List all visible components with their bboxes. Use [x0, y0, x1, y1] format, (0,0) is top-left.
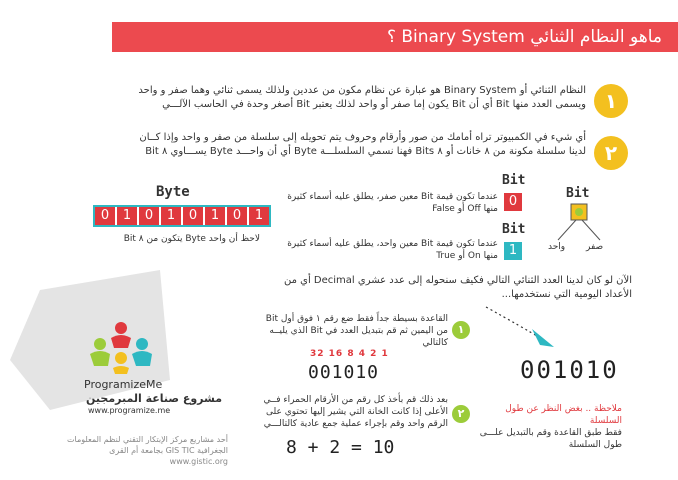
bit-tree-right-label: صفر [586, 242, 604, 252]
note-line-3: طول السلسلة [568, 440, 622, 450]
section-1-line-1: النظام الثنائي أو Binary System هو عبارة عن نظام مكون من عددين ولذلك يسمى ثنائي وهما صفر و واحد [138, 85, 586, 96]
note-line-1: ملاحظة .. بغض النظر عن طول السلسلة [505, 404, 622, 426]
logo-figure-yellow [115, 352, 127, 364]
section-1-line-2: ويسمى العدد منها Bit أي أن Bit يكون إما صفر أو واحد لذلك يعتبر Bit أصغر وحدة في الحاسب الآلـــي [162, 99, 586, 110]
section-2-line-2: لدينا سلسلة مكونة من ٨ خانات أو ٨ Bits فهنا نسمي السلسلـــة Byte أي أن واحـــد Byte يســـاوي ٨ Bit [145, 146, 586, 157]
weights-row: 32 16 8 4 2 1 [310, 349, 389, 359]
footer [40, 434, 228, 467]
logo-figure-red-body [111, 335, 131, 348]
bit-one-box: 1 [504, 242, 522, 260]
bit-tree-title: Bit [566, 186, 590, 201]
byte-note: لاحظ أن واحد Byte يتكون من ٨ Bit [123, 234, 260, 244]
step-2-line-1: بعد ذلك قم بأخذ كل رقم من الأرقام الحمراء فــي [263, 395, 448, 405]
binary-big: 001010 [520, 356, 619, 384]
bit-zero-text [280, 191, 498, 215]
section-1-number: ١ [594, 84, 628, 118]
footer-line-2: الجغرافية GIS TIC بجامعة أم القرى [109, 446, 228, 455]
logo-figure-teal [136, 338, 148, 350]
byte-title: Byte [156, 184, 190, 200]
byte-digit: 0 [183, 207, 205, 225]
byte-digit: 1 [249, 207, 269, 225]
bit-one-title: Bit [502, 222, 526, 237]
step-1-text [258, 313, 448, 349]
decimal-question-line-2: الأعداد اليومية التي نستخدمها... [501, 289, 632, 300]
byte-digits [93, 205, 271, 227]
note-text [472, 403, 622, 451]
note-line-2: فقط طبق القاعدة وقم بالتبديل علـــى [479, 428, 622, 438]
step-1-number: ١ [452, 321, 470, 339]
arrow-head-icon [532, 329, 554, 347]
bit-tree-left-label: واحد [548, 242, 566, 252]
bit-zero-line-1: عندما تكون قيمة Bit معين صفر، يطلق عليه أسماء كثيرة [287, 192, 498, 202]
logo-icon [86, 318, 156, 374]
logo-figure-teal-body [132, 351, 152, 366]
logo-figure-yellow-body [113, 366, 129, 374]
step-1-line-2: من اليمين ثم قم بتبديل العدد في Bit الذي يليــه [269, 326, 448, 336]
bit-zero-title: Bit [502, 173, 526, 188]
section-2-line-1: أي شيء في الكمبيوتر تراه أمامك من صور وأرقام وحروف يتم تحويله إلى سلسلة من صفر و واحد وإذا كــان [139, 132, 586, 143]
section-2-number: ٢ [594, 136, 628, 170]
logo-figure-red [115, 322, 127, 334]
step-2-line-2: الأعلى إذا كانت الخانة التي يشير إليها تحتوي على [266, 407, 448, 417]
page-title: ماهو النظام الثنائي Binary System ؟ [112, 22, 678, 52]
logo-figure-green [94, 338, 106, 350]
byte-digit: 0 [139, 207, 161, 225]
byte-digit: 0 [95, 207, 117, 225]
section-1-text [100, 84, 586, 112]
byte-digit: 1 [205, 207, 227, 225]
step-2-number: ٢ [452, 405, 470, 423]
logo-name: ProgramizeMe [84, 378, 163, 391]
bit-tree-branch-right [582, 220, 600, 240]
decimal-question [280, 274, 632, 302]
bit-one-line-2: منها On أو True [436, 251, 498, 261]
footer-line-1: أحد مشاريع مركز الإبتكار التقني لنظم المعلومات [66, 435, 228, 444]
step-2-text [256, 394, 448, 430]
arrow-path [486, 307, 542, 339]
step-2-line-3: الرقم واحد وقم بإجراء عملية جمع عادية كالتالـــي [263, 419, 448, 429]
logo-arabic-name: مشروع صناعة المبرمجين [86, 392, 223, 405]
step-1-line-3: كالتالي [422, 338, 448, 348]
bit-one-text [280, 238, 498, 262]
byte-digit: 1 [161, 207, 183, 225]
bit-zero-line-2: منها Off أو False [432, 204, 498, 214]
section-2-text [100, 131, 586, 159]
footer-line-3: www.gistic.org [169, 457, 228, 466]
arrow-graphic [482, 303, 562, 353]
bit-zero-box: 0 [504, 193, 522, 211]
binary-small: 001010 [308, 362, 380, 383]
logo-url: www.programize.me [88, 406, 171, 415]
byte-digit: 0 [227, 207, 249, 225]
logo-figure-green-body [90, 351, 110, 366]
step-1-line-1: القاعدة بسيطة جداً فقط ضع رقم ١ فوق أول Bit [265, 314, 448, 324]
decimal-question-line-1: الآن لو كان لدينا العدد الثنائي التالي فكيف سنحوله إلى عدد عشري Decimal أي من [283, 275, 632, 286]
sum-expression: 8 + 2 = 10 [286, 437, 395, 458]
bit-tree-dot [575, 208, 583, 216]
bit-one-line-1: عندما تكون قيمة Bit معين واحد، يطلق عليه أسماء كثيرة [287, 239, 498, 249]
bit-tree-branch-left [558, 220, 576, 240]
byte-digit: 1 [117, 207, 139, 225]
